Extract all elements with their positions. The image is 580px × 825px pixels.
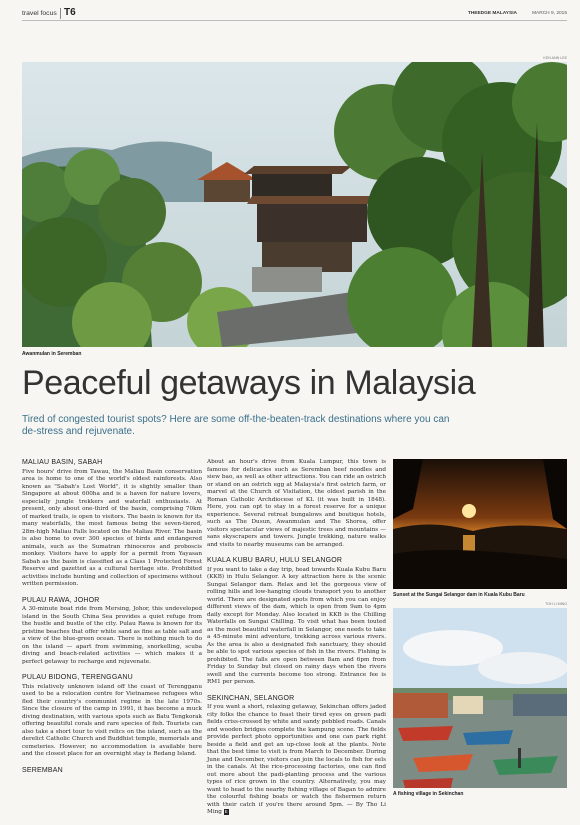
section-label: travel focus <box>22 10 57 17</box>
hero-photo <box>22 62 567 347</box>
article-title: Peaceful getaways in Malaysia <box>22 364 476 402</box>
section-body: This relatively unknown island off the coast of Terengganu used to be a relocation centre for Vietnamese refugees who fled their country's communist regime in the late 1970s. Since the closure of the camp in 1991, it has become a muck diving destination, with various spots such as Batu Tengkorak offering beautiful corals and rare species of fish. Tourists can also take a short tour to visit relics on the island, such as the derelict Catholic Church and Buddhist temple, memorials and cemeteries. However, no accommodation is available here and the closest place for an overnight stay is Redang Island. <box>22 683 202 757</box>
end-mark: E <box>224 809 228 814</box>
hero-photo-caption: Awanmulan in Seremban <box>22 351 82 357</box>
section-body: If you want a short, relaxing getaway, Sekinchan offers jaded city folks the chance to feast their tired eyes on green padi fields criss-crossed by white and sandy pebbled roads. Canals and wooden bridges complete the kampung scene. The fields provide perfect photo opportunities and one can park right beside a field and get an up-close look at the plants. Note that the best time to visit is from March to December. During June and December, visitors can join the locals to fish for eels in the canals. At the rice-processing factories, one can find out more about the padi-planting process and the various types of rice grown in the country. Alternatively, you may want to head to the nearby fishing village of Bagan to admire the colourful fishing boats or watch the fishermen return with their catch if you're there around 5pm. — By Tho Li Ming E <box>207 704 386 815</box>
section-body: Five hours' drive from Tawau, the Maliau Basin conservation area is home to one of the world's oldest rainforests. Also known as "Sabah's Lost World", it is slightly smaller than Singapore at about 600ha and is a haven for nature lovers, especially jungle trekkers and waterfall enthusiasts. At present, only about one-third of the basin, comprising 70km of marked trails, is open to visitors. The basin is known for its many waterfalls, the most famous being the seven-tiered, 28m-high Maliau Falls located on the Maliau River. The basin is also home to over 300 species of birds and endangered animals, such as the Sumatran rhinoceros and proboscis monkey. Visitors have to apply for a permit from Yayasan Sabah as the basin is classified as a Class 1 Protected Forest Reserve and gazetted as a cultural heritage site. Prohibited activities include hunting and collection of specimens without written permission. <box>22 468 202 587</box>
section-maliau-basin <box>22 459 202 589</box>
section-body: A 30-minute boat ride from Mersing, Johor, this undeveloped island in the South China Sea provides a quiet refuge from the hustle and bustle of the city. Pulau Rawa is known for its pristine beaches that offer white sand as fine as table salt and a view of the blue-green ocean. There is nothing much to do on the island — apart from swimming, snorkelling, scuba diving and beach-related activities — which makes it a perfect getaway to recharge and rejuvenate. <box>22 606 202 665</box>
article-column-1 <box>22 459 202 782</box>
section-pulau-bidong <box>22 674 202 759</box>
page-header <box>22 7 567 21</box>
page-number: T6 <box>64 7 76 18</box>
village-photo-illustration <box>393 608 567 788</box>
issue-date: MARCH 9, 2015 <box>532 11 567 16</box>
section-body: If you want to take a day trip, head towards Kuala Kubu Baru (KKB) in Hulu Selangor. A key attraction here is the scenic Sungai Selangor dam. Relax and let the gorgeous view of rolling hills and low-hanging clouds transport you to another world. There are designated spots from which you can enjoy different views of the dam, which is open from 9am to 4pm daily except for Monday. Also located in KKB is the Chilling Waterfalls on Sungai Chilling. To visit what has been touted as the most beautiful waterfall in Selangor, one needs to take a 45-minute mini adventure, trekking across various rivers. As the area is also a designated fish sanctuary, they should be able to spot various species of fish in the rivers. Fishing is prohibited. The falls are open between 8am and 6pm from Friday to Sunday but closed on rainy days when the rivers swell and the currents become too strong. Entrance fee is RM1 per person. <box>207 566 386 685</box>
section-sekinchan <box>207 695 386 817</box>
section-heading: PULAU RAWA, JOHOR <box>22 596 100 604</box>
section-heading: PULAU BIDONG, TERENGGANU <box>22 674 133 681</box>
village-photo-caption: A fishing village in Sekinchan <box>393 791 464 797</box>
section-seremban-body <box>207 459 386 549</box>
section-seremban <box>22 767 202 775</box>
village-photo-credit: TOH LI MING <box>545 602 567 606</box>
village-photo <box>393 608 567 788</box>
section-heading: SEKINCHAN, SELANGOR <box>207 694 295 702</box>
header-divider <box>60 8 61 19</box>
sunset-photo-illustration <box>393 459 567 589</box>
section-kuala-kubu-baru <box>207 557 386 687</box>
section-heading: MALIAU BASIN, SABAH <box>22 459 103 466</box>
section-heading: SEREMBAN <box>22 766 63 774</box>
article-column-2 <box>207 459 386 825</box>
section-heading: KUALA KUBU BARU, HULU SELANGOR <box>207 557 343 564</box>
hero-photo-credit: KEN ANN LEE <box>543 56 567 60</box>
hero-photo-illustration <box>22 62 567 347</box>
section-pulau-rawa <box>22 597 202 667</box>
masthead: THEEDGE MALAYSIA <box>467 11 517 16</box>
sunset-photo <box>393 459 567 589</box>
section-body: About an hour's drive from Kuala Lumpur, this town is famous for delicacies such as Seremban beef noodles and siew bao, as well as other attractions. You can ride an ostrich or stand on an ostrich egg at Malaysia's first ostrich farm, or marvel at the Church of Visitation, the oldest parish in the Roman Catholic Archdiocese of KL (it was built in 1848). Here, you can opt to stay in a forest reserve for a unique experience. Several retreat bungalows and boutique hotels, such as The Dusun, Awanmulan and The Shorea, offer visitors spectacular views of majestic trees and mountains — sans skyscrapers and towers. Jungle trekking, nature walks and visits to nearby museums can be arranged. <box>207 459 386 548</box>
sunset-photo-caption: Sunset at the Sungai Selangor dam in Kuala Kubu Baru <box>393 592 525 598</box>
article-deck: Tired of congested tourist spots? Here are some off-the-beaten-track destinations where you can de-stress and rejuvenate. <box>22 414 450 437</box>
